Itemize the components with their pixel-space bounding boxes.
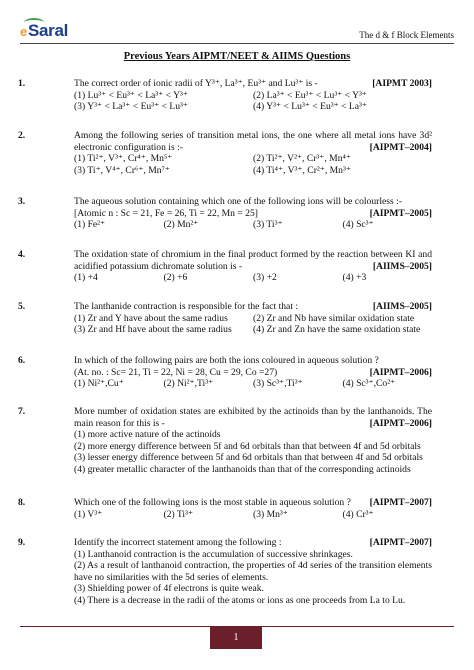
question-subtext: [Atomic n : Sc = 21, Fe = 26, Ti = 22, Mn = 25] <box>74 207 258 219</box>
question-7 <box>18 406 432 476</box>
option: (3) Y³⁺ < La³⁺ < Eu³⁺ < Lu³⁺ <box>74 101 188 113</box>
option: (3) lesser energy difference between 5f and 6d orbitals than that between 4f and 5d orbitals <box>74 452 423 464</box>
option: (3) Sc³⁺,Ti³⁺ <box>253 378 303 390</box>
saral-logo: eSaral <box>20 21 69 40</box>
question-number: 9. <box>18 537 26 548</box>
option: (3) Mn³⁺ <box>253 508 288 520</box>
option: (1) Fe²⁺ <box>74 219 106 231</box>
question-source: [AIPMT–2007] <box>369 497 432 508</box>
question-source: [AIPMT–2004] <box>369 141 432 153</box>
option: (4) There is a decrease in the radii of the atoms or ions as one proceeds from La to Lu. <box>74 594 406 606</box>
question-number: 7. <box>18 406 26 417</box>
question-4 <box>18 249 432 284</box>
question-text: In which of the following pairs are both the ions coloured in aqueous solution ? <box>74 355 379 366</box>
option: (2) Ti²⁺, V²⁺, Cr³⁺, Mn⁴⁺ <box>253 153 351 165</box>
option: (2) Ni²⁺,Ti³⁺ <box>163 378 214 390</box>
question-source: [AIPMT 2003] <box>372 78 432 89</box>
question-number: 1. <box>18 78 26 89</box>
option: (3) Ti⁺, V⁴⁺, Cr⁶⁺, Mn⁷⁺ <box>74 164 170 176</box>
option: (1) more active nature of the actinoids <box>74 429 221 441</box>
option: (4) Sc³⁺,Co²⁺ <box>342 378 396 390</box>
option: (2) Zr and Nb have similar oxidation state <box>253 312 415 324</box>
question-2 <box>18 130 432 176</box>
question-source: [AIPMT–2006] <box>369 366 432 378</box>
option: (4) Zr and Zn have the same oxidation state <box>253 324 421 336</box>
option: (4) greater metallic character of the lanthanoids than that of the corresponding actinoids <box>74 463 411 475</box>
option: (1) Lanthanoid contraction is the accumulation of successive shrinkages. <box>74 548 353 560</box>
page-title: Previous Years AIPMT/NEET & AIIMS Questions <box>123 51 351 62</box>
question-number: 3. <box>18 196 26 207</box>
question-source: [AIPMT–2007] <box>369 537 432 548</box>
option: (1) +4 <box>74 272 98 284</box>
option: (4) Y³⁺ < Lu³⁺ < Eu³⁺ < La³⁺ <box>253 101 367 113</box>
question-text: The correct order of ionic radii of Y³⁺, La³⁺, Eu³⁺ and Lu³⁺ is - <box>74 78 318 89</box>
question-text: The aqueous solution containing which one of the following ions will be colourless :- <box>74 196 402 207</box>
option: (3) +2 <box>253 272 277 284</box>
question-5 <box>18 301 432 336</box>
question-number: 6. <box>18 355 26 366</box>
question-source: [AIPMT–2006] <box>369 417 432 429</box>
option: (1) Ti²⁺, V³⁺, Cr⁴⁺, Mn⁵⁺ <box>74 153 173 165</box>
option: (1) V³⁺ <box>74 508 103 520</box>
question-9 <box>18 537 432 607</box>
question-number: 2. <box>18 130 26 141</box>
question-subtext: (At. no. : Sc= 21, Ti = 22, Ni = 28, Cu = 29, Co =27) <box>74 366 278 378</box>
option: (2) La³⁺ < Eu³⁺ < Lu³⁺ < Y³⁺ <box>253 89 367 101</box>
question-1 <box>18 78 432 113</box>
option: (1) Zr and Y have about the same radius <box>74 312 228 324</box>
question-text: The lanthanide contraction is responsible for the fact that : <box>74 301 299 312</box>
option: (4) Sc³⁺ <box>342 219 374 231</box>
question-8 <box>18 497 432 520</box>
question-text: Among the following series of transition metal ions, the one where all metal ions have 3d² electronic configuration is :- <box>74 130 432 153</box>
question-source: [AIPMT–2005] <box>369 207 432 219</box>
option: (3) Ti³⁺ <box>253 219 283 231</box>
option: (2) Ti³⁺ <box>163 508 194 520</box>
question-text: Which one of the following ions is the most stable in aqueous solution ? <box>74 497 351 508</box>
option: (2) more energy difference between 5f and 6d orbitals than that between 4f and 5d orbitals <box>74 440 421 452</box>
option: (4) Cr³⁺ <box>342 508 374 520</box>
option: (1) Ni²⁺,Cu⁺ <box>74 378 124 390</box>
option: (1) Lu³⁺ < Eu³⁺ < La³⁺ < Y³⁺ <box>74 89 188 101</box>
option: (3) Shielding power of 4f electrons is quite weak. <box>74 583 264 595</box>
question-number: 4. <box>18 249 26 260</box>
option: (2) As a result of lanthanoid contraction, the properties of 4d series of the transition elements have no similarities with the 5d series of elements. <box>74 560 432 583</box>
question-source: [AIIMS–2005] <box>372 260 432 272</box>
option: (4) Ti⁴⁺, V³⁺, Cr²⁺, Mn³⁺ <box>253 164 351 176</box>
header-divider <box>20 43 454 44</box>
option: (3) Zr and Hf have about the same radius <box>74 324 232 336</box>
question-source: [AIIMS–2005] <box>372 301 432 312</box>
question-number: 8. <box>18 497 26 508</box>
page-header <box>0 0 474 44</box>
page-number: 1 <box>233 632 239 643</box>
chapter-title: The d & f Block Elements <box>359 30 454 40</box>
question-6 <box>18 355 432 390</box>
option: (2) +6 <box>163 272 188 284</box>
question-3 <box>18 196 432 231</box>
question-text: More number of oxidation states are exhibited by the actinoids than by the lanthanoids. The main reason for this is - <box>74 406 432 429</box>
question-text: The oxidation state of chromium in the final product formed by the reaction between KI and acidified potassium dichromate solution is - <box>74 249 432 272</box>
option: (4) +3 <box>342 272 367 284</box>
question-text: Identify the incorrect statement among the following : <box>74 537 282 548</box>
option: (2) Mn²⁺ <box>163 219 199 231</box>
question-number: 5. <box>18 301 26 312</box>
